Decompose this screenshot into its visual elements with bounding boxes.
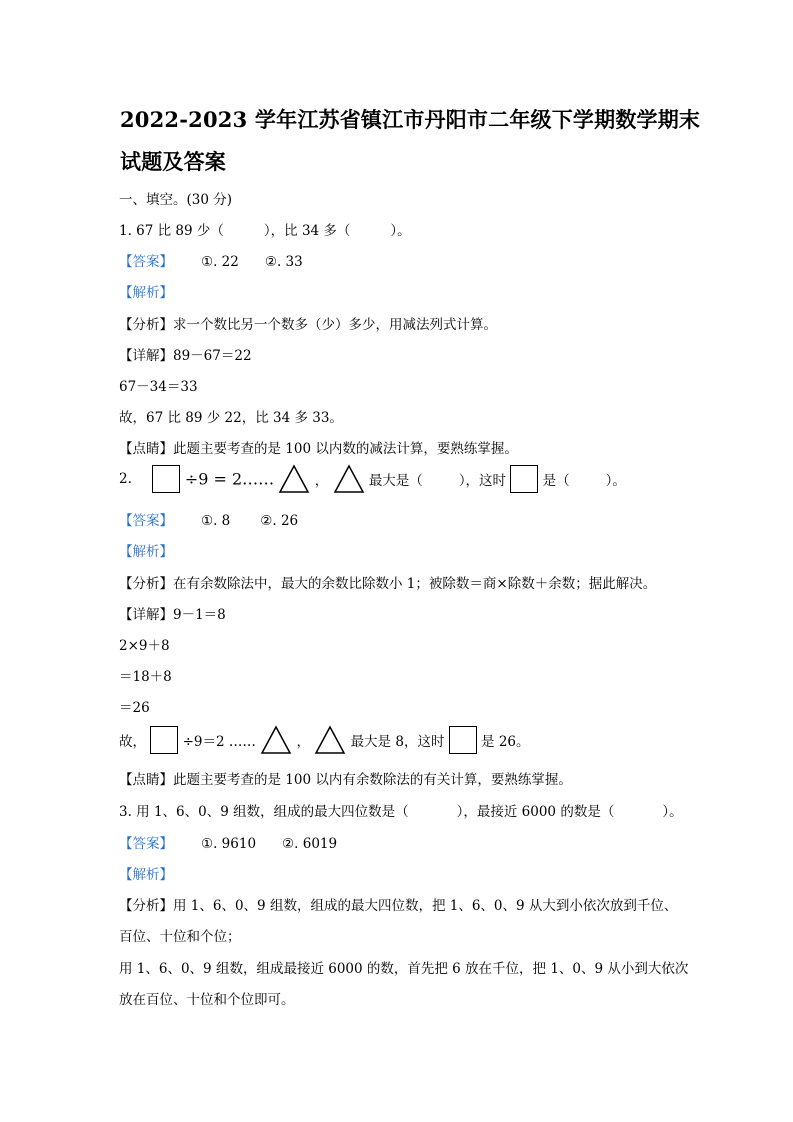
- q3-stem-c: ）。: [662, 804, 683, 820]
- q1-xiangjie: 【详解】89－67＝22: [119, 348, 252, 364]
- q2-is-text: 是（: [542, 473, 570, 489]
- q2-calc: ＝26: [119, 700, 150, 716]
- q3-fenxi: 【分析】用 1、6、0、9 组数，组成的最大四位数，把 1、6、0、9 从大到小依次放到千位、: [119, 898, 678, 914]
- triangle-icon: [260, 725, 292, 755]
- q3-answer: [119, 832, 337, 852]
- triangle-icon: [278, 464, 310, 494]
- q2-stem: [119, 464, 626, 494]
- q2-xiangjie: 【详解】9－1＝8: [119, 607, 226, 623]
- q2-answer: [119, 509, 298, 529]
- q3-fenxi: 放在百位、十位和个位即可。: [119, 992, 295, 1008]
- blank-square: [152, 465, 180, 493]
- answer-tag: 【答案】: [119, 836, 173, 852]
- q1-calc: 67－34＝33: [119, 379, 198, 395]
- q1-stem-b: ），比 34 多（: [263, 223, 351, 239]
- q1-answer-1: ①. 22: [201, 254, 239, 270]
- q2-end-text: ）。: [605, 473, 626, 489]
- q2-calc: 2×9＋8: [119, 638, 170, 654]
- q1-dianjing: 【点睛】此题主要考查的是 100 以内数的减法计算，要熟练掌握。: [119, 441, 518, 457]
- q3-stem: [119, 800, 683, 820]
- q2-conclusion: [119, 725, 530, 755]
- q2-then-text: ），这时: [458, 473, 507, 489]
- q3-answer-1: ①. 9610: [201, 836, 257, 852]
- analysis-tag: 【解析】: [119, 285, 173, 301]
- blank-square: [150, 726, 178, 754]
- q2-conc-max: 最大是 8，这时: [350, 734, 445, 750]
- q3-stem-a: 3. 用 1、6、0、9 组数，组成的最大四位数是（: [119, 804, 409, 820]
- q2-division: ÷9 = 2……: [184, 469, 275, 489]
- q2-dianjing: 【点睛】此题主要考查的是 100 以内有余数除法的有关计算，要熟练掌握。: [119, 772, 572, 788]
- page-title-line2: 试题及答案: [120, 149, 226, 174]
- q1-stem-c: ）。: [390, 223, 411, 239]
- q3-answer-2: ②. 6019: [282, 836, 338, 852]
- q3-stem-b: ），最接近 6000 的数是（: [456, 804, 615, 820]
- triangle-icon: [333, 464, 365, 494]
- q1-answer-2: ②. 33: [264, 254, 303, 270]
- blank-square: [510, 465, 538, 493]
- q2-conc-comma: ，: [296, 734, 310, 750]
- q3-fenxi: 百位、十位和个位；: [119, 929, 241, 945]
- q3-fenxi: 用 1、6、0、9 组数，组成最接近 6000 的数，首先把 6 放在千位，把 1、0、9 从小到大依次: [119, 961, 689, 977]
- q2-conc-division: ÷9＝2 ……: [182, 734, 256, 750]
- q2-fenxi: 【分析】在有余数除法中，最大的余数比除数小 1；被除数＝商×除数＋余数；据此解决。: [119, 576, 657, 592]
- q1-fenxi: 【分析】求一个数比另一个数多（少）多少，用减法列式计算。: [119, 317, 497, 333]
- analysis-tag: 【解析】: [119, 867, 173, 883]
- blank-square: [449, 726, 477, 754]
- answer-tag: 【答案】: [119, 254, 173, 270]
- q2-number: 2.: [119, 471, 132, 487]
- q2-max-text: 最大是（: [368, 473, 423, 489]
- q1-conclusion: 故，67 比 89 少 22，比 34 多 33。: [119, 410, 343, 426]
- q2-conc-is: 是 26。: [481, 734, 530, 750]
- q2-answer-2: ②. 26: [260, 513, 299, 529]
- section-heading: 一、填空。(30 分): [119, 192, 233, 208]
- q2-answer-1: ①. 8: [201, 513, 231, 529]
- triangle-icon: [314, 725, 346, 755]
- q1-stem-a: 1. 67 比 89 少（: [119, 223, 224, 239]
- q2-calc: ＝18＋8: [119, 669, 172, 685]
- q1-answer: [119, 250, 303, 270]
- q2-comma: ，: [314, 473, 329, 489]
- analysis-tag: 【解析】: [119, 544, 173, 560]
- q2-conc-prefix: 故，: [119, 734, 146, 750]
- answer-tag: 【答案】: [119, 513, 173, 529]
- page-title-line1: 2022-2023 学年江苏省镇江市丹阳市二年级下学期数学期末: [120, 107, 701, 132]
- q1-stem: [119, 219, 411, 239]
